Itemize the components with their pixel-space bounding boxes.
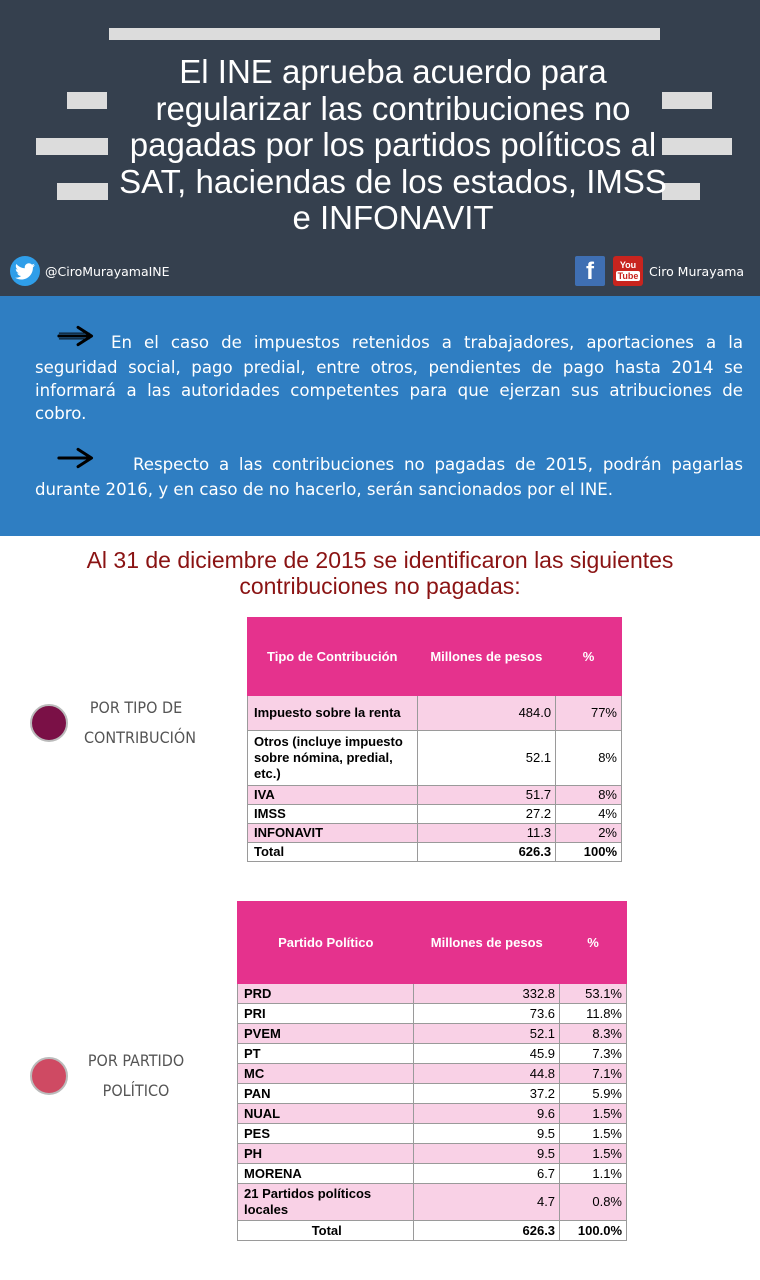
cell-percent: 1.5%	[560, 1144, 627, 1164]
facebook-icon[interactable]: f	[575, 256, 605, 286]
cell-percent: 1.1%	[560, 1164, 627, 1184]
page-title: El INE aprueba acuerdo para regularizar las contribuciones no pagadas por los partidos políticos al SAT, haciendas de los estados, IMSS e INFONAVIT	[119, 53, 667, 236]
info-paragraph	[35, 438, 743, 501]
cell-amount: 332.8	[414, 984, 560, 1004]
table-header: Partido Político	[238, 902, 414, 984]
cell-percent: 4%	[556, 805, 622, 824]
cell-amount: 27.2	[417, 805, 556, 824]
decor-bar	[109, 28, 660, 40]
cell-percent: 77%	[556, 696, 622, 731]
table-row	[238, 1104, 627, 1124]
table-row	[238, 1184, 627, 1221]
cell-amount: 37.2	[414, 1084, 560, 1104]
category-label-type	[30, 693, 196, 753]
cell-percent: 8%	[556, 786, 622, 805]
twitter-icon	[10, 256, 40, 286]
cell-amount: 9.5	[414, 1124, 560, 1144]
twitter-link[interactable]	[10, 256, 170, 286]
cell-label: PRI	[238, 1004, 414, 1024]
table-row	[248, 824, 622, 843]
cell-label: Impuesto sobre la renta	[248, 696, 418, 731]
decor-bar	[67, 92, 107, 109]
table-header: Millones de pesos	[414, 902, 560, 984]
cell-label: PT	[238, 1044, 414, 1064]
category-text-line: POR PARTIDO	[87, 1051, 185, 1070]
cell-amount: 9.5	[414, 1144, 560, 1164]
table-row	[238, 1024, 627, 1044]
twitter-handle: @CiroMurayamaINE	[45, 263, 170, 279]
table-row	[238, 1144, 627, 1164]
cell-label: 21 Partidos políticos locales	[238, 1184, 414, 1221]
cell-percent: 1.5%	[560, 1104, 627, 1124]
category-text-line: POR TIPO DE	[89, 698, 183, 717]
cell-percent: 7.3%	[560, 1044, 627, 1064]
cell-label: PH	[238, 1144, 414, 1164]
table-header: %	[556, 618, 622, 696]
table-total-row	[248, 843, 622, 862]
cell-amount: 51.7	[417, 786, 556, 805]
arrow-right-icon	[57, 316, 103, 356]
cell-percent: 8%	[556, 731, 622, 786]
category-text	[84, 1046, 188, 1106]
category-dot	[30, 704, 68, 742]
cell-amount: 44.8	[414, 1064, 560, 1084]
cell-label: IMSS	[248, 805, 418, 824]
category-label-party	[30, 1046, 188, 1106]
category-dot	[30, 1057, 68, 1095]
category-text-line: POLÍTICO	[102, 1081, 170, 1100]
cell-amount: 6.7	[414, 1164, 560, 1184]
table-row	[248, 805, 622, 824]
cell-label: NUAL	[238, 1104, 414, 1124]
table-row	[238, 1084, 627, 1104]
cell-label: PVEM	[238, 1024, 414, 1044]
info-paragraph	[35, 316, 743, 425]
table-row	[248, 786, 622, 805]
party-table	[237, 901, 627, 1241]
decor-bar	[36, 138, 108, 155]
contribution-type-table	[247, 617, 622, 862]
author-name: Ciro Murayama	[649, 263, 745, 279]
social-links	[575, 256, 744, 286]
cell-amount: 626.3	[414, 1221, 560, 1241]
cell-label: PAN	[238, 1084, 414, 1104]
table-total-row	[238, 1221, 627, 1241]
cell-label: MC	[238, 1064, 414, 1084]
cell-label: MORENA	[238, 1164, 414, 1184]
cell-label: Total	[248, 843, 418, 862]
cell-percent: 100.0%	[560, 1221, 627, 1241]
category-text-line: CONTRIBUCIÓN	[84, 728, 196, 747]
cell-percent: 53.1%	[560, 984, 627, 1004]
info-text-2: Respecto a las contribuciones no pagadas de 2015, podrán pagarlas durante 2016, y en caso de no hacerlo, serán sancionados por el INE.	[35, 455, 743, 499]
cell-amount: 626.3	[417, 843, 556, 862]
cell-percent: 1.5%	[560, 1124, 627, 1144]
cell-label: PRD	[238, 984, 414, 1004]
cell-percent: 11.8%	[560, 1004, 627, 1024]
cell-percent: 0.8%	[560, 1184, 627, 1221]
cell-percent: 5.9%	[560, 1084, 627, 1104]
table-row	[238, 1044, 627, 1064]
decor-bar	[662, 92, 712, 109]
cell-label: PES	[238, 1124, 414, 1144]
table-row	[238, 1064, 627, 1084]
cell-percent: 8.3%	[560, 1024, 627, 1044]
cell-label: INFONAVIT	[248, 824, 418, 843]
decor-bar	[662, 138, 732, 155]
decor-bar	[57, 183, 108, 200]
category-text	[84, 693, 196, 753]
cell-label: Otros (incluye impuesto sobre nómina, predial, etc.)	[248, 731, 418, 786]
table-row	[238, 1164, 627, 1184]
cell-amount: 4.7	[414, 1184, 560, 1221]
table-header: Tipo de Contribución	[248, 618, 418, 696]
cell-amount: 52.1	[417, 731, 556, 786]
table-row	[238, 1124, 627, 1144]
table-row	[248, 731, 622, 786]
info-text-1: En el caso de impuestos retenidos a trabajadores, aportaciones a la seguridad social, pago predial, entre otros, pendientes de pago hasta 2014 se informará a las autoridades competentes para que ejerzan sus atribuciones de cobro.	[35, 333, 743, 423]
table-row	[238, 984, 627, 1004]
cell-percent: 2%	[556, 824, 622, 843]
cell-amount: 45.9	[414, 1044, 560, 1064]
cell-amount: 11.3	[417, 824, 556, 843]
table-header: Millones de pesos	[417, 618, 556, 696]
table-row	[238, 1004, 627, 1024]
cell-percent: 100%	[556, 843, 622, 862]
header-banner	[0, 0, 760, 296]
table-row	[248, 696, 622, 731]
youtube-icon[interactable]: You Tube	[613, 256, 643, 286]
cell-amount: 73.6	[414, 1004, 560, 1024]
cell-percent: 7.1%	[560, 1064, 627, 1084]
info-band	[0, 296, 760, 536]
cell-amount: 52.1	[414, 1024, 560, 1044]
table-header: %	[560, 902, 627, 984]
cell-label: Total	[238, 1221, 414, 1241]
arrow-right-icon	[57, 438, 103, 478]
section-subtitle: Al 31 de diciembre de 2015 se identificaron las siguientes contribuciones no pagadas:	[86, 547, 674, 599]
cell-amount: 9.6	[414, 1104, 560, 1124]
cell-label: IVA	[248, 786, 418, 805]
cell-amount: 484.0	[417, 696, 556, 731]
